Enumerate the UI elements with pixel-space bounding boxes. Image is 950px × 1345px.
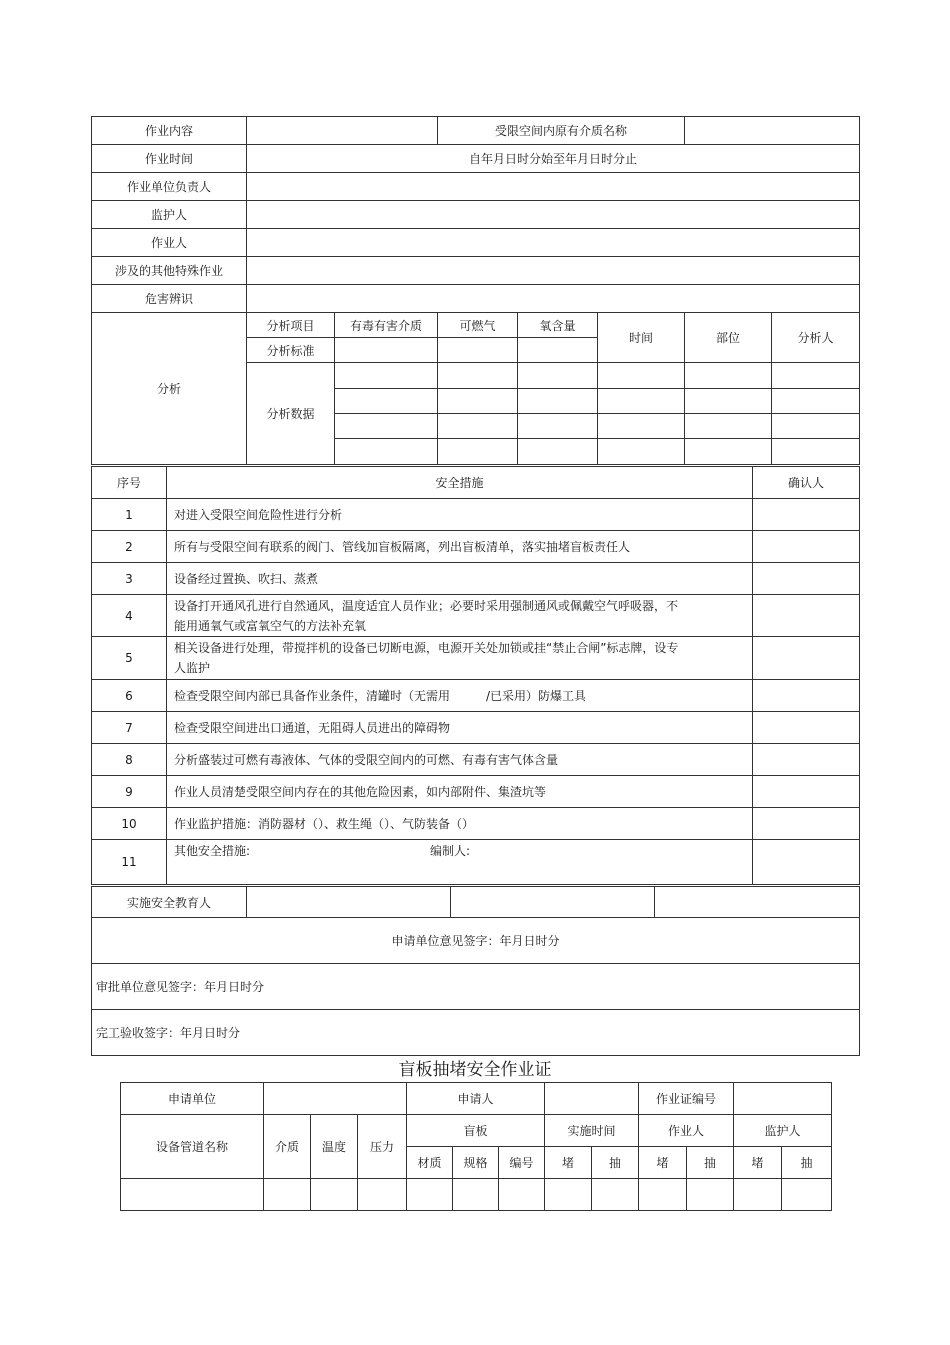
implement-time-label: 实施时间 [545, 1115, 639, 1147]
safety-measure-header: 安全措施 [167, 467, 753, 499]
hazard-identification-label: 危害辨识 [92, 285, 247, 313]
measure-confirm-cell[interactable] [753, 563, 860, 595]
guardian-label: 监护人 [92, 201, 247, 229]
analysis-data-cell[interactable] [518, 439, 598, 465]
blind-plate-table [120, 1082, 832, 1211]
other-measures-label: 其他安全措施: [174, 844, 251, 858]
measure-no: 10 [92, 808, 167, 840]
other-measures-cell[interactable] [167, 840, 753, 885]
medium-name-field[interactable] [685, 117, 860, 145]
measure-row [92, 776, 860, 808]
applicant-unit-label: 申请单位 [121, 1083, 264, 1115]
measure-text: 作业监护措施：消防器材（）、救生绳（）、气防装备（） [167, 808, 753, 840]
analyst-header: 分析人 [772, 313, 860, 363]
analysis-standard-cell[interactable] [518, 338, 598, 363]
analysis-data-cell[interactable] [772, 439, 860, 465]
measure-no: 5 [92, 637, 167, 680]
measure-confirm-cell[interactable] [753, 808, 860, 840]
measure-no: 7 [92, 712, 167, 744]
measure-row [92, 808, 860, 840]
measure-confirm-cell[interactable] [753, 595, 860, 637]
measure-row [92, 744, 860, 776]
analysis-data-cell[interactable] [598, 389, 685, 414]
analysis-data-cell[interactable] [685, 363, 772, 389]
material-label: 材质 [407, 1147, 453, 1179]
measure-confirm-cell[interactable] [753, 680, 860, 712]
oxygen-content-header: 氧含量 [518, 313, 598, 338]
plate-entry-cell[interactable] [499, 1179, 545, 1211]
plate-entry-cell[interactable] [639, 1179, 687, 1211]
hazard-identification-field[interactable] [247, 285, 860, 313]
pressure-label: 压力 [358, 1115, 407, 1179]
toxic-medium-header: 有毒有害介质 [335, 313, 438, 338]
block-label: 堵 [734, 1147, 782, 1179]
permit-number-label: 作业证编号 [639, 1083, 734, 1115]
analysis-data-cell[interactable] [438, 439, 518, 465]
measure-no: 8 [92, 744, 167, 776]
worker-field[interactable] [247, 229, 860, 257]
analysis-standard-cell[interactable] [438, 338, 518, 363]
work-time-value[interactable]: 自年月日时分始至年月日时分止 [247, 145, 860, 173]
measure-confirm-cell[interactable] [753, 637, 860, 680]
measure-row [92, 499, 860, 531]
analysis-data-cell[interactable] [598, 414, 685, 439]
safety-educator-field[interactable] [451, 887, 655, 918]
medium-label: 介质 [264, 1115, 311, 1179]
measure-text: 对进入受限空间危险性进行分析 [167, 499, 753, 531]
signature-table [91, 886, 860, 1056]
measure-no: 4 [92, 595, 167, 637]
plate-entry-cell[interactable] [264, 1179, 311, 1211]
analysis-data-cell[interactable] [438, 414, 518, 439]
analysis-time-header: 时间 [598, 313, 685, 363]
measure-row [92, 712, 860, 744]
analysis-data-cell[interactable] [598, 439, 685, 465]
measure-confirm-cell[interactable] [753, 531, 860, 563]
other-special-work-label: 涉及的其他特殊作业 [92, 257, 247, 285]
seq-no-header: 序号 [92, 467, 167, 499]
draw-label: 抽 [782, 1147, 832, 1179]
plate-entry-cell[interactable] [545, 1179, 592, 1211]
analysis-standard-label: 分析标准 [247, 338, 335, 363]
measure-text: 相关设备进行处理，带搅拌机的设备已切断电源，电源开关处加锁或挂“禁止合闸”标志牌，设专人监护 [167, 637, 753, 680]
safety-measures-table [91, 466, 860, 885]
analysis-data-cell[interactable] [685, 389, 772, 414]
analysis-data-cell[interactable] [518, 414, 598, 439]
analysis-location-header: 部位 [685, 313, 772, 363]
analysis-item-label: 分析项目 [247, 313, 335, 338]
analysis-data-cell[interactable] [335, 363, 438, 389]
draw-label: 抽 [687, 1147, 734, 1179]
safety-educator-field[interactable] [247, 887, 451, 918]
plate-entry-cell[interactable] [121, 1179, 264, 1211]
worker-label: 作业人 [92, 229, 247, 257]
measure-text: 检查受限空间进出口通道，无阻碍人员进出的障碍物 [167, 712, 753, 744]
unit-leader-label: 作业单位负责人 [92, 173, 247, 201]
measure-confirm-cell[interactable] [753, 840, 860, 885]
completion-acceptance[interactable]: 完工验收签字：年月日时分 [92, 1010, 860, 1056]
plate-entry-cell[interactable] [782, 1179, 832, 1211]
measure-text: 设备打开通风孔进行自然通风，温度适宜人员作业；必要时采用强制通风或佩戴空气呼吸器，不能用通氧气或富氧空气的方法补充氧 [167, 595, 753, 637]
confirmer-header: 确认人 [753, 467, 860, 499]
analysis-label: 分析 [92, 313, 247, 465]
analysis-data-cell[interactable] [685, 414, 772, 439]
blind-plate-title: 盲板抽堵安全作业证 [398, 1060, 552, 1080]
measure-confirm-cell[interactable] [753, 712, 860, 744]
measure-row [92, 595, 860, 637]
measure-confirm-cell[interactable] [753, 499, 860, 531]
measure-no: 11 [92, 840, 167, 885]
plate-guardian-label: 监护人 [734, 1115, 832, 1147]
safety-educator-field[interactable] [655, 887, 860, 918]
draw-label: 抽 [592, 1147, 639, 1179]
analysis-data-cell[interactable] [772, 363, 860, 389]
analysis-data-cell[interactable] [438, 363, 518, 389]
measure-text: 设备经过置换、吹扫、蒸煮 [167, 563, 753, 595]
analysis-data-cell[interactable] [772, 389, 860, 414]
measure-no: 6 [92, 680, 167, 712]
applicant-label: 申请人 [407, 1083, 545, 1115]
plate-entry-cell[interactable] [687, 1179, 734, 1211]
analysis-standard-cell[interactable] [335, 338, 438, 363]
approval-opinion[interactable]: 审批单位意见签字：年月日时分 [92, 964, 860, 1010]
plate-entry-cell[interactable] [592, 1179, 639, 1211]
analysis-data-cell[interactable] [518, 363, 598, 389]
work-content-label: 作业内容 [92, 117, 247, 145]
plate-entry-cell[interactable] [734, 1179, 782, 1211]
analysis-data-label: 分析数据 [247, 363, 335, 465]
measure-row [92, 531, 860, 563]
measure-row [92, 563, 860, 595]
applicant-field[interactable] [545, 1083, 639, 1115]
measure-text: 检查受限空间内部已具备作业条件，清罐时（无需用 /已采用）防爆工具 [167, 680, 753, 712]
other-special-work-field[interactable] [247, 257, 860, 285]
measure-no: 1 [92, 499, 167, 531]
applicant-opinion[interactable]: 申请单位意见签字：年月日时分 [92, 918, 860, 964]
analysis-data-cell[interactable] [518, 389, 598, 414]
number-label: 编号 [499, 1147, 545, 1179]
plate-entry-cell[interactable] [453, 1179, 499, 1211]
pipeline-name-label: 设备管道名称 [121, 1115, 264, 1179]
measure-row [92, 680, 860, 712]
block-label: 堵 [545, 1147, 592, 1179]
unit-leader-field[interactable] [247, 173, 860, 201]
analysis-data-cell[interactable] [438, 389, 518, 414]
work-content-field[interactable] [247, 117, 438, 145]
measure-no: 3 [92, 563, 167, 595]
plate-entry-cell[interactable] [311, 1179, 358, 1211]
work-permit-header-table [91, 116, 860, 465]
analysis-data-cell[interactable] [772, 414, 860, 439]
analysis-data-cell[interactable] [335, 389, 438, 414]
blind-plate-label: 盲板 [407, 1115, 545, 1147]
block-label: 堵 [639, 1147, 687, 1179]
measure-row [92, 637, 860, 680]
measure-no: 9 [92, 776, 167, 808]
spec-label: 规格 [453, 1147, 499, 1179]
compiler-label: 编制人: [430, 844, 471, 858]
measure-text: 分析盛装过可燃有毒液体、气体的受限空间内的可燃、有毒有害气体含量 [167, 744, 753, 776]
measure-confirm-cell[interactable] [753, 744, 860, 776]
analysis-data-cell[interactable] [335, 439, 438, 465]
applicant-unit-field[interactable] [264, 1083, 407, 1115]
combustible-gas-header: 可燃气 [438, 313, 518, 338]
plate-entry-cell[interactable] [358, 1179, 407, 1211]
plate-entry-cell[interactable] [407, 1179, 453, 1211]
temperature-label: 温度 [311, 1115, 358, 1179]
medium-name-label: 受限空间内原有介质名称 [438, 117, 685, 145]
analysis-data-cell[interactable] [598, 363, 685, 389]
measure-confirm-cell[interactable] [753, 776, 860, 808]
work-time-label: 作业时间 [92, 145, 247, 173]
analysis-data-cell[interactable] [685, 439, 772, 465]
guardian-field[interactable] [247, 201, 860, 229]
measure-text: 所有与受限空间有联系的阀门、管线加盲板隔离，列出盲板清单，落实抽堵盲板责任人 [167, 531, 753, 563]
measure-no: 2 [92, 531, 167, 563]
measure-text: 作业人员清楚受限空间内存在的其他危险因素，如内部附件、集渣坑等 [167, 776, 753, 808]
analysis-data-cell[interactable] [335, 414, 438, 439]
plate-worker-label: 作业人 [639, 1115, 734, 1147]
safety-educator-label: 实施安全教育人 [92, 887, 247, 918]
permit-number-field[interactable] [734, 1083, 832, 1115]
